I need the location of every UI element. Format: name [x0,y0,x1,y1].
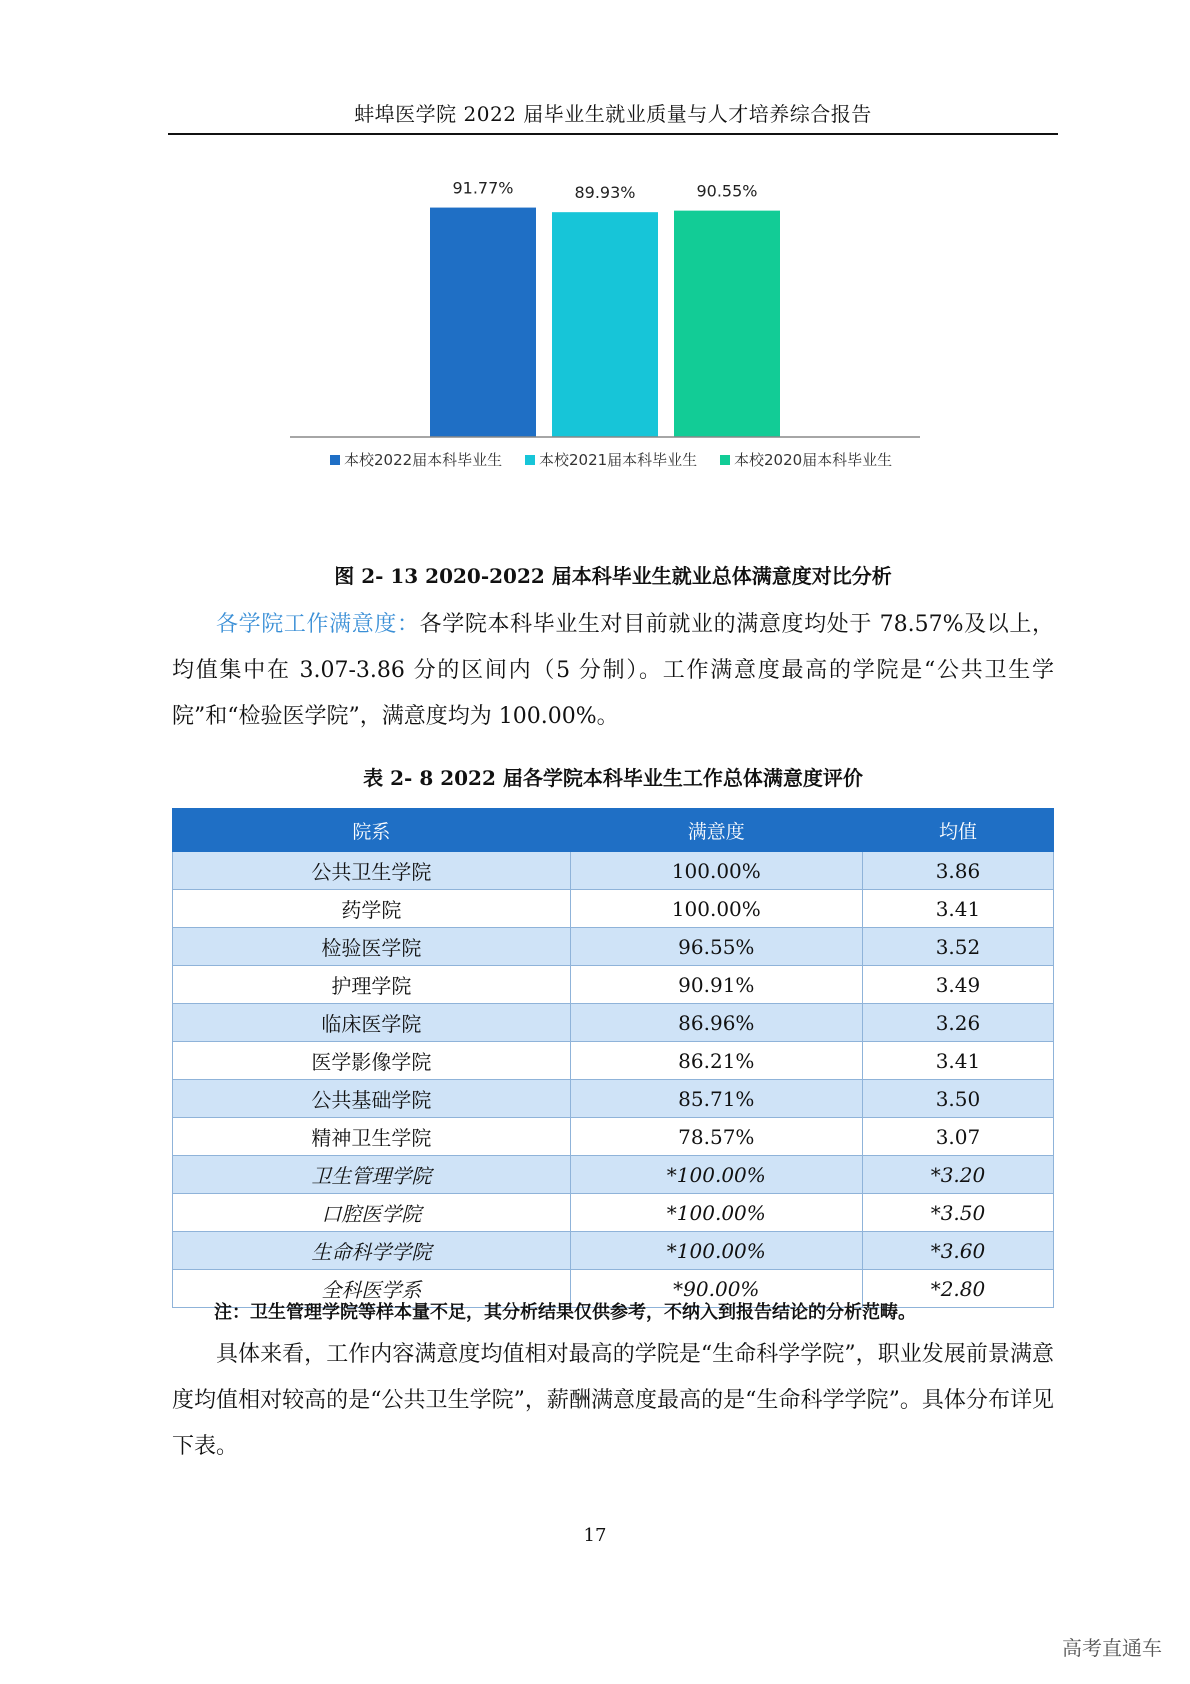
legend-label-2: 本校2020届本科毕业生 [734,451,893,469]
satisfaction-cell: 100.00% [570,890,862,928]
table-row [173,1042,1054,1080]
satisfaction-cell: *90.00% [570,1270,862,1308]
college-cell: 检验医学院 [173,928,571,966]
table-row [173,1004,1054,1042]
mean-cell: 3.41 [862,1042,1053,1080]
page-number: 17 [583,1525,607,1546]
table-row [173,1080,1054,1118]
satisfaction-cell: *100.00% [570,1156,862,1194]
college-cell: 公共卫生学院 [173,852,571,890]
paragraph-body: 各学院本科毕业生对目前就业的满意度均处于 78.57%及以上，均值集中在 3.07-3.86 分的区间内（5 分制）。工作满意度最高的学院是“公共卫生学院”和“检验医学院”，满意度均为 100.00%。 [172,612,1054,729]
table-header-row [173,809,1054,852]
legend-swatch-1 [525,455,535,465]
satisfaction-cell: 100.00% [570,852,862,890]
satisfaction-cell: 86.96% [570,1004,862,1042]
college-cell: 公共基础学院 [173,1080,571,1118]
mean-cell: 3.26 [862,1004,1053,1042]
paragraph-college-satisfaction [172,602,1054,740]
table-caption: 表 2- 8 2022 届各学院本科毕业生工作总体满意度评价 [363,766,863,790]
mean-cell: *3.20 [862,1156,1053,1194]
bar-value-label-2: 90.55% [696,181,758,201]
satisfaction-cell: 86.21% [570,1042,862,1080]
bar-1 [552,212,658,437]
page-header-title: 蚌埠医学院 2022 届毕业生就业质量与人才培养综合报告 [354,102,872,126]
college-cell: 生命科学学院 [173,1232,571,1270]
paragraph-detail: 具体来看，工作内容满意度均值相对最高的学院是“生命科学学院”，职业发展前景满意度均值相对较高的是“公共卫生学院”，薪酬满意度最高的是“生命科学学院”。具体分布详见下表。 [172,1342,1054,1459]
mean-cell: 3.52 [862,928,1053,966]
satisfaction-cell: *100.00% [570,1194,862,1232]
table-row [173,1232,1054,1270]
header-college: 院系 [173,809,571,852]
satisfaction-cell: 85.71% [570,1080,862,1118]
college-cell: 全科医学系 [173,1270,571,1308]
header-mean: 均值 [862,809,1053,852]
mean-cell: 3.49 [862,966,1053,1004]
college-cell: 口腔医学院 [173,1194,571,1232]
legend-label-1: 本校2021届本科毕业生 [539,451,698,469]
table-row [173,1194,1054,1232]
table-row [173,928,1054,966]
satisfaction-cell: 90.91% [570,966,862,1004]
mean-cell: 3.07 [862,1118,1053,1156]
paragraph-lead: 各学院工作满意度： [216,612,420,637]
satisfaction-cell: *100.00% [570,1232,862,1270]
bar-value-label-1: 89.93% [574,183,636,203]
legend-swatch-2 [720,455,730,465]
college-cell: 药学院 [173,890,571,928]
table-row [173,890,1054,928]
table-note: 注：卫生管理学院等样本量不足，其分析结果仅供参考，不纳入到报告结论的分析范畴。 [214,1302,916,1323]
table-row [173,852,1054,890]
table-row [173,1156,1054,1194]
mean-cell: 3.41 [862,890,1053,928]
mean-cell: *3.60 [862,1232,1053,1270]
mean-cell: *2.80 [862,1270,1053,1308]
table-row [173,966,1054,1004]
legend-label-0: 本校2022届本科毕业生 [344,451,503,469]
satisfaction-bar-chart [290,180,990,520]
figure-caption: 图 2- 13 2020-2022 届本科毕业生就业总体满意度对比分析 [334,564,892,588]
legend-swatch-0 [330,455,340,465]
college-satisfaction-table [172,808,1054,1308]
satisfaction-cell: 96.55% [570,928,862,966]
bar-2 [674,211,780,437]
mean-cell: 3.86 [862,852,1053,890]
header-rule [168,133,1058,135]
header-satisfaction: 满意度 [570,809,862,852]
college-cell: 精神卫生学院 [173,1118,571,1156]
mean-cell: *3.50 [862,1194,1053,1232]
college-cell: 医学影像学院 [173,1042,571,1080]
satisfaction-cell: 78.57% [570,1118,862,1156]
college-cell: 临床医学院 [173,1004,571,1042]
college-cell: 卫生管理学院 [173,1156,571,1194]
mean-cell: 3.50 [862,1080,1053,1118]
bar-0 [430,208,536,437]
bar-value-label-0: 91.77% [452,180,514,198]
watermark: 高考直通车 [1062,1636,1162,1660]
college-cell: 护理学院 [173,966,571,1004]
table-row [173,1118,1054,1156]
